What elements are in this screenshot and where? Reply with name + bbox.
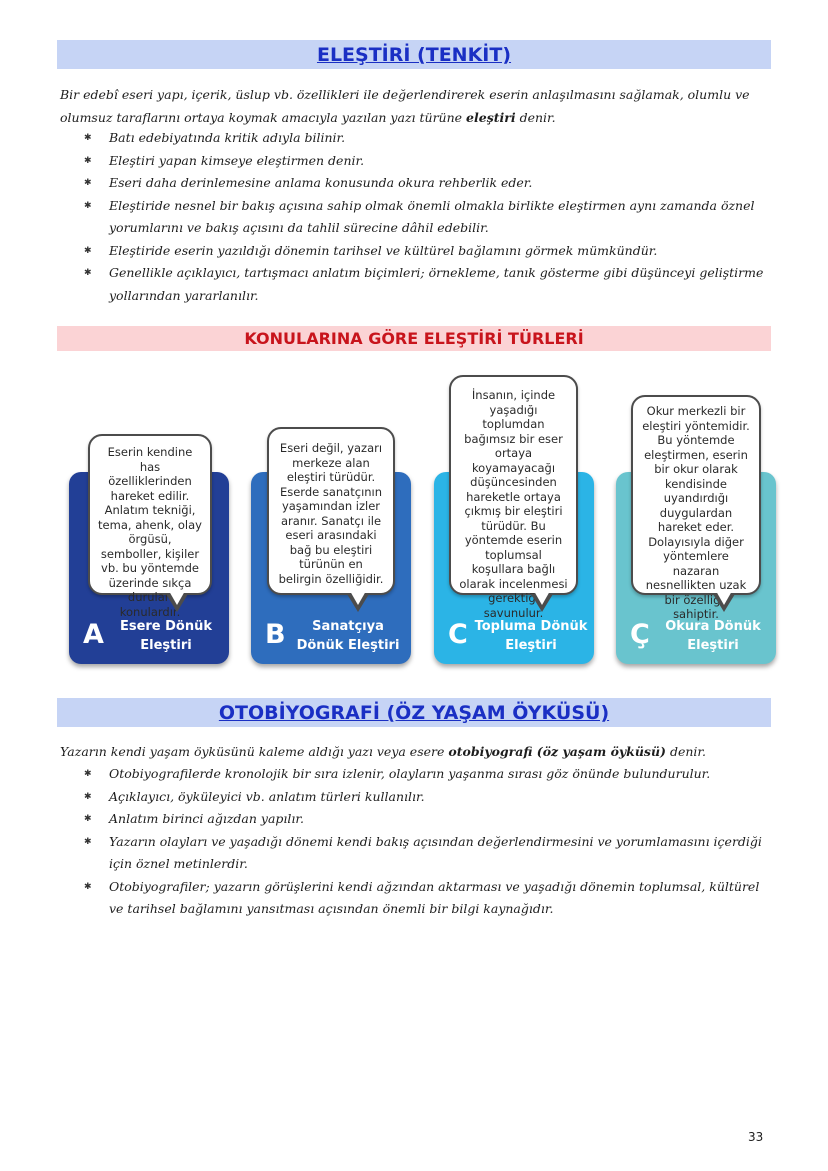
page-number: 33	[748, 1130, 764, 1144]
list-item: ✱ Açıklayıcı, öyküleyici vb. anlatım türleri kullanılır.	[82, 786, 772, 809]
card-letter: A	[83, 619, 104, 650]
elestiri-definition	[60, 84, 772, 129]
otobiyografi-definition	[60, 741, 772, 764]
list-item: ✱ Anlatım birinci ağızdan yapılır.	[82, 808, 772, 831]
speech-bubble-tail	[347, 594, 369, 612]
card-label: Topluma Dönük Eleştiri	[474, 619, 588, 653]
speech-bubble: Eserin kendine has özelliklerinden hareket edilir. Anlatım tekniği, tema, ahenk, olay örgüsü, semboller, kişiler vb. bu yöntemde üzerinde sıkça durulan konulardır.	[88, 434, 212, 595]
elestiri-bullet-list	[82, 127, 772, 307]
section-title-elestiri-turleri: KONULARINA GÖRE ELEŞTİRİ TÜRLERİ	[57, 326, 771, 351]
list-item: ✱ Eleştiride eserin yazıldığı dönemin tarihsel ve kültürel bağlamını görmek mümkündür.	[82, 240, 772, 263]
section-title-otobiyografi: OTOBİYOGRAFİ (ÖZ YAŞAM ÖYKÜSÜ)	[57, 698, 771, 727]
list-item: ✱ Genellikle açıklayıcı, tartışmacı anlatım biçimleri; örnekleme, tanık gösterme gibi düşünceyi geliştirme yollarından yararlanılır.	[82, 262, 772, 307]
card-label: Esere Dönük Eleştiri	[119, 619, 213, 653]
definition-text: Bir edebî eseri yapı, içerik, üslup vb. özellikleri ile değerlendirerek eserin anlaşılmasını sağlamak, olumlu ve olumsuz taraflarını ortaya koymak amacıyla yazılan yazı türüne	[60, 87, 750, 125]
speech-bubble: Okur merkezli bir eleştiri yöntemidir. Bu yöntemde eleştirmen, eserin bir okur olarak kendisinde uyandırdığı duygulardan hareket eder. Dolayısıyla diğer yöntemlere nazaran nesnellikten uzak bir özelliğe sahiptir.	[631, 395, 761, 595]
list-item: ✱ Eleştiride nesnel bir bakış açısına sahip olmak önemli olmakla birlikte eleştirmen aynı zamanda öznel yorumlarını ve bakış açısını da tahlil sürecine dâhil edebilir.	[82, 195, 772, 240]
card-label: Okura Dönük Eleştiri	[665, 619, 761, 653]
definition-text: Yazarın kendi yaşam öyküsünü kaleme aldığı yazı veya esere	[60, 744, 445, 759]
list-item: ✱ Batı edebiyatında kritik adıyla bilinir.	[82, 127, 772, 150]
card-letter: Ç	[630, 619, 650, 650]
definition-term: eleştiri	[466, 109, 516, 125]
otobiyografi-bullet-list	[82, 763, 772, 921]
section-title-elestiri: ELEŞTİRİ (TENKİT)	[57, 40, 771, 69]
speech-bubble: Eseri değil, yazarı merkeze alan eleştiri türüdür. Eserde sanatçının yaşamından izler aranır. Sanatçı ile eseri arasındaki bağ bu eleştiri türünün en belirgin özelliğidir.	[267, 427, 395, 595]
speech-bubble-tail	[166, 594, 188, 612]
speech-bubble: İnsanın, içinde yaşadığı toplumdan bağımsız bir eser ortaya koyamayacağı düşüncesinden hareketle ortaya çıkmış bir eleştiri türüdür. Bu yöntemde eserin toplumsal koşullara bağlı olarak incelenmesi gerektiği savunulur.	[449, 375, 578, 595]
definition-end: denir.	[519, 109, 556, 125]
definition-end: denir.	[669, 744, 706, 759]
card-label: Sanatçıya Dönük Eleştiri	[296, 619, 400, 653]
list-item: ✱ Eseri daha derinlemesine anlama konusunda okura rehberlik eder.	[82, 172, 772, 195]
card-letter: B	[265, 619, 286, 650]
list-item: ✱ Otobiyografilerde kronolojik bir sıra izlenir, olayların yaşanma sırası göz önünde bulundurulur.	[82, 763, 772, 786]
speech-bubble-tail	[531, 594, 553, 612]
speech-bubble-tail	[713, 594, 735, 612]
list-item: ✱ Eleştiri yapan kimseye eleştirmen denir.	[82, 150, 772, 173]
list-item: ✱ Otobiyografiler; yazarın görüşlerini kendi ağzından aktarması ve yaşadığı dönemin toplumsal, kültürel ve tarihsel bağlamını yansıtması açısından önemli bir bilgi kaynağıdır.	[82, 876, 772, 921]
definition-term: otobiyografi (öz yaşam öyküsü)	[448, 744, 666, 759]
list-item: ✱ Yazarın olayları ve yaşadığı dönemi kendi bakış açısından değerlendirmesini ve yorumlamasını içerdiği için öznel metinlerdir.	[82, 831, 772, 876]
card-letter: C	[448, 619, 468, 650]
